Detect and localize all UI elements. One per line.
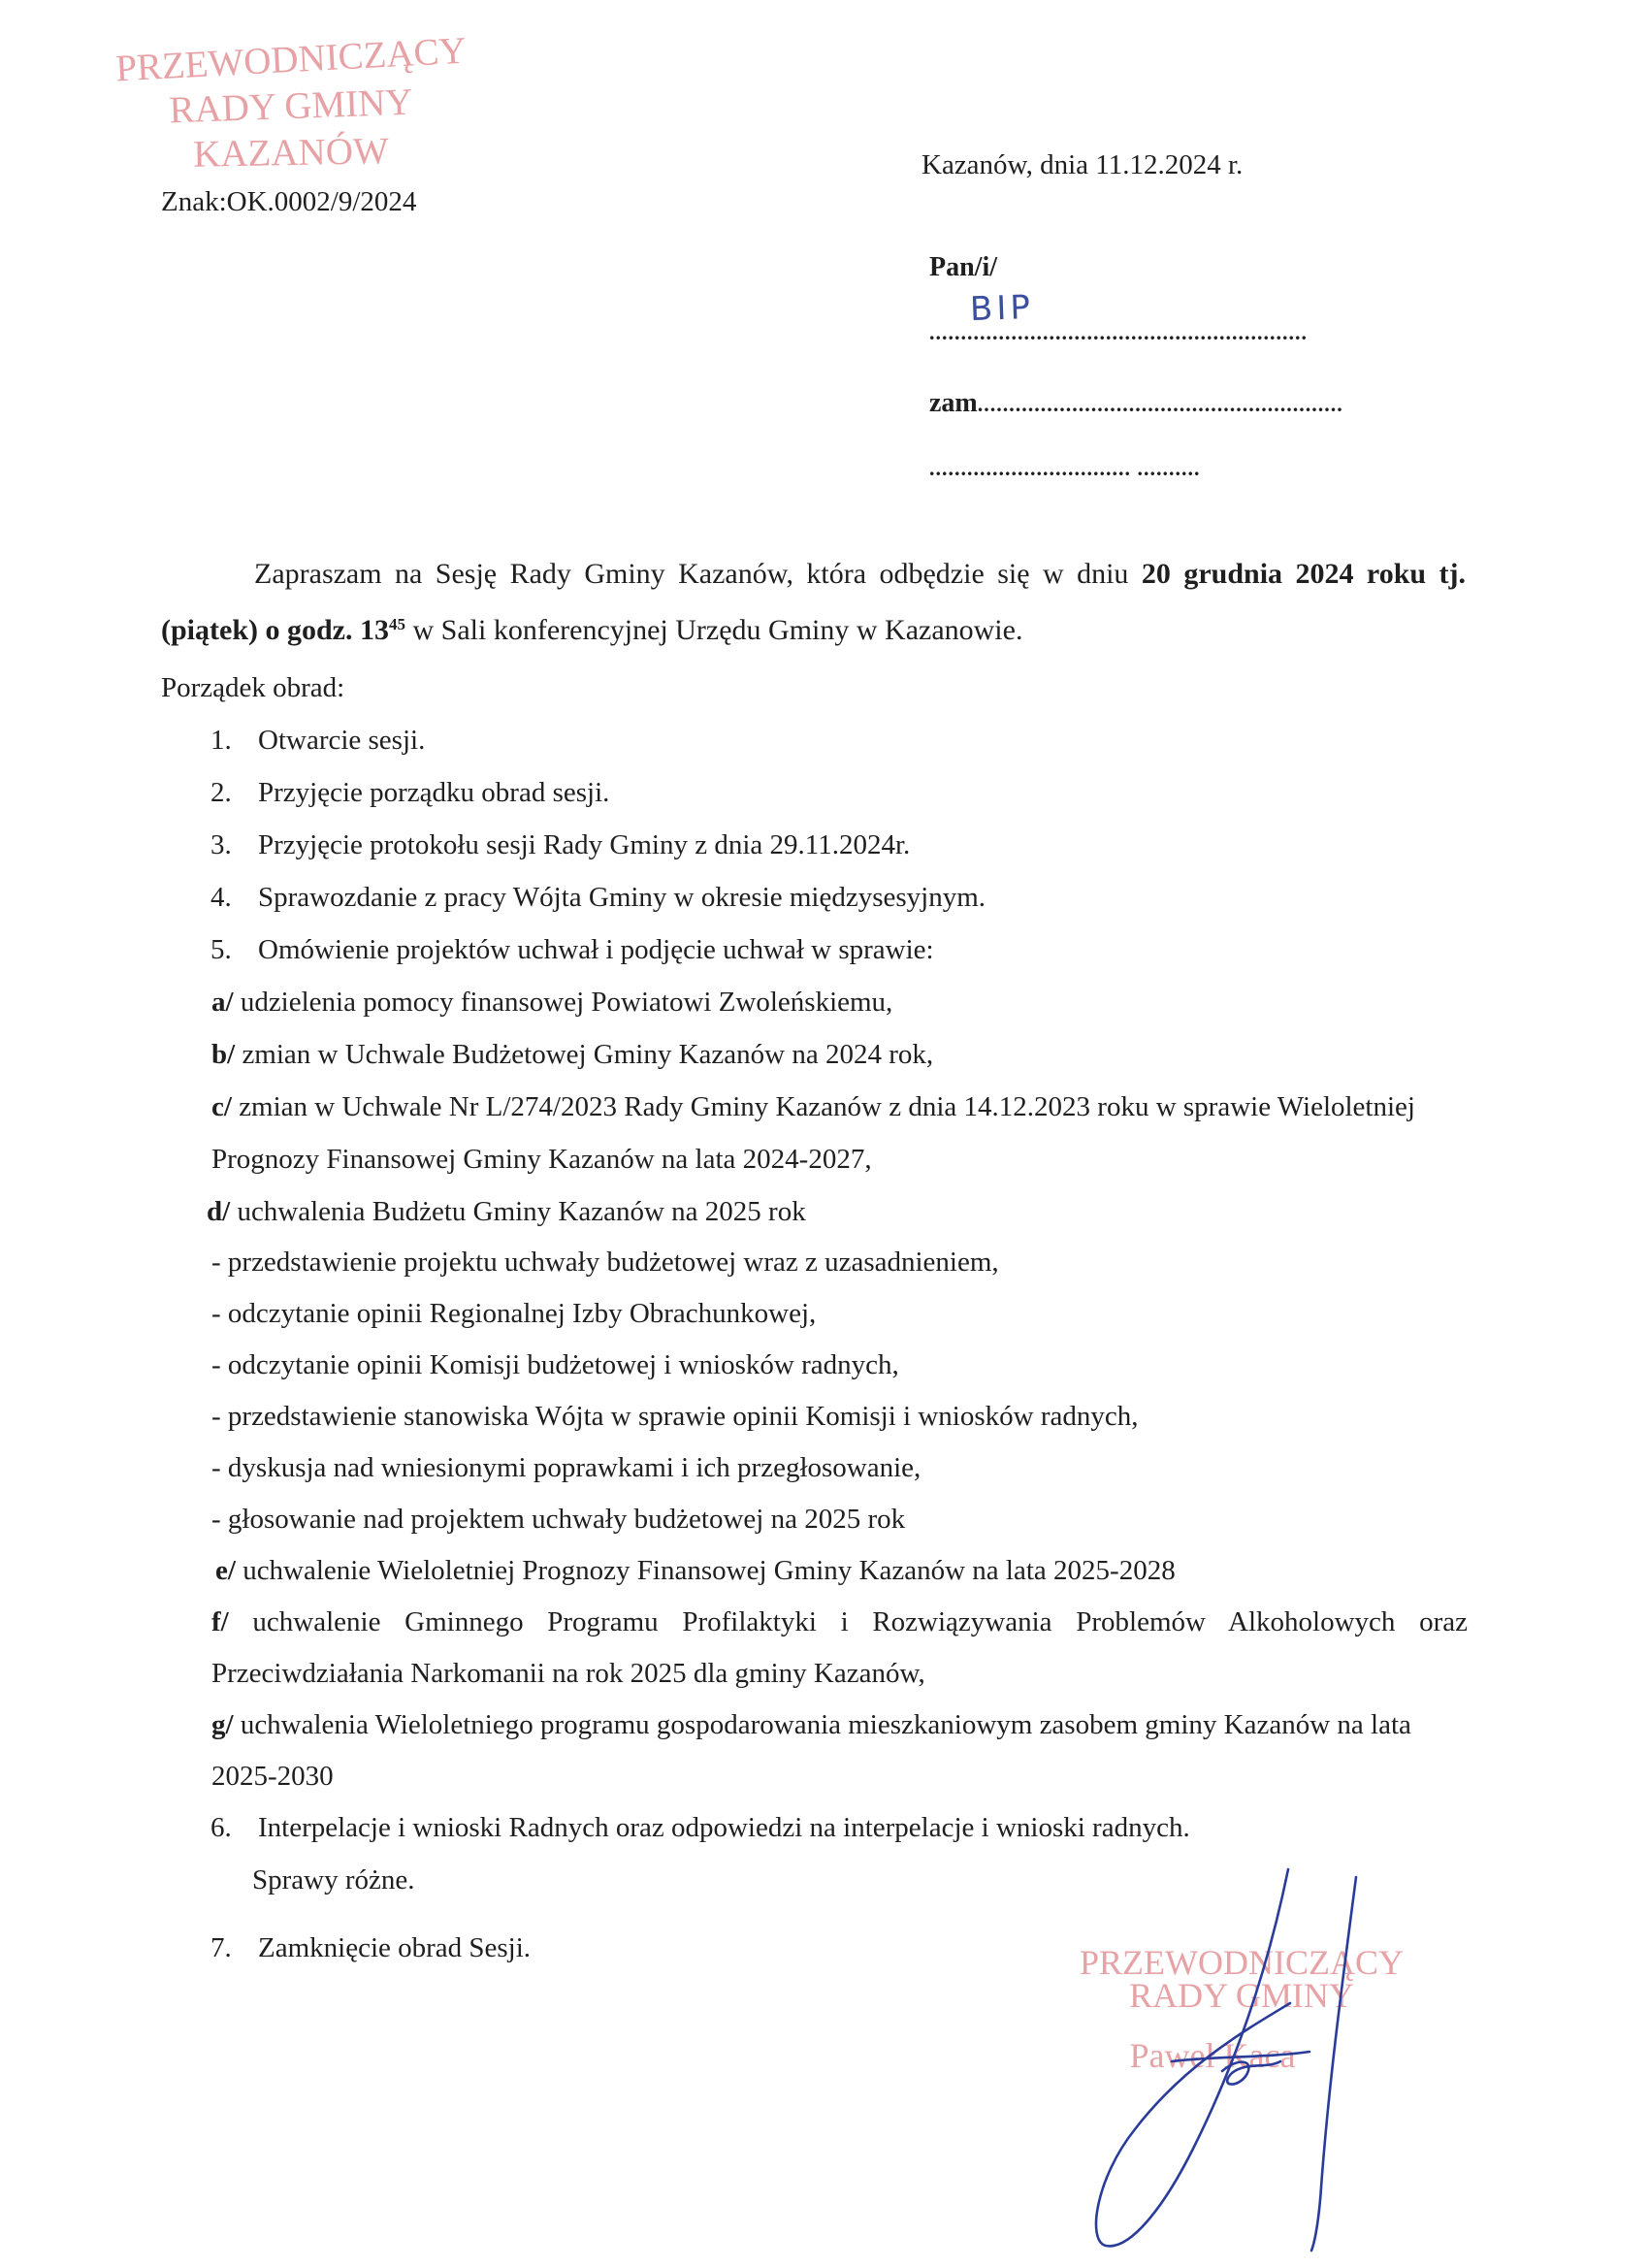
subitem-letter: f/ [211, 1606, 229, 1637]
stamp-line-2: RADY GMINY [1129, 1976, 1354, 2015]
subitem-letter: c/ [211, 1091, 232, 1122]
subitem-letter: d/ [207, 1196, 231, 1227]
item-text: Interpelacje i wnioski Radnych oraz odpowiedzi na interpelacje i wnioski radnych. [258, 1812, 1190, 1843]
item-number: 6. [210, 1812, 232, 1843]
item-text: Przyjęcie porządku obrad sesji. [258, 777, 610, 808]
agenda-title: Porządek obrad: [161, 672, 345, 703]
budget-step-text: - dyskusja nad wniesionymi poprawkami i ich przegłosowanie, [211, 1452, 922, 1483]
stamp-line-2: RADY GMINY [168, 81, 414, 132]
subitem-letter: a/ [211, 987, 234, 1018]
handwritten-bip: BIP [969, 287, 1035, 330]
subitem-text: 2025-2030 [211, 1761, 334, 1792]
subitem-letter: g/ [211, 1709, 234, 1740]
item-number: 1. [210, 725, 232, 756]
zam-label: zam [929, 388, 978, 418]
subitem-text: Przeciwdziałania Narkomanii na rok 2025 dla gminy Kazanów, [211, 1658, 925, 1689]
letter-date: Kazanów, dnia 11.12.2024 r. [922, 149, 1244, 180]
budget-step-text: - głosowanie nad projektem uchwały budżetowej na 2025 rok [211, 1504, 906, 1535]
item-number: 2. [210, 777, 232, 808]
subitem-letter: b/ [211, 1039, 236, 1070]
subitem-text: uchwalenia Wieloletniego programu gospodarowania mieszkaniowym zasobem gminy Kazanów na lata [233, 1709, 1411, 1740]
budget-step-text: - przedstawienie stanowiska Wójta w sprawie opinii Komisji i wniosków radnych, [211, 1401, 1139, 1432]
reference-number: Znak:OK.0002/9/2024 [161, 186, 417, 217]
item-number: 7. [210, 1932, 232, 1963]
budget-step-text: - odczytanie opinii Komisji budżetowej i wniosków radnych, [211, 1349, 899, 1380]
subitem-text: uchwalenie Gminnego Programu Profilaktyki i Rozwiązywania Problemów Alkoholowych oraz [228, 1606, 1468, 1637]
item-text: Sprawozdanie z pracy Wójta Gminy w okresie międzysesyjnym. [258, 882, 986, 913]
subitem-text: zmian w Uchwale Nr L/274/2023 Rady Gminy Kazanów z dnia 14.12.2023 roku w sprawie Wieloletniej [231, 1091, 1415, 1122]
stamp-line-3: KAZANÓW [192, 130, 390, 176]
item-text: Zamknięcie obrad Sesji. [258, 1932, 532, 1963]
subitem-text: udzielenia pomocy finansowej Powiatowi Zwoleńskiemu, [233, 987, 893, 1018]
item-text: Sprawy różne. [252, 1864, 415, 1895]
subitem-text: uchwalenia Budżetu Gminy Kazanów na 2025 rok [230, 1196, 806, 1227]
subitem-letter: e/ [215, 1555, 236, 1586]
stamp-line-1: PRZEWODNICZĄCY [1080, 1943, 1404, 1982]
item-number: 5. [210, 934, 232, 965]
addressee-line: ............................................................ [929, 320, 1308, 344]
address-line-2: ................................ .......... [929, 456, 1201, 480]
item-text: Omówienie projektów uchwał i podjęcie uchwał w sprawie: [258, 934, 934, 965]
budget-step-text: - odczytanie opinii Regionalnej Izby Obrachunkowej, [211, 1298, 817, 1329]
zam-line: .......................................................... [977, 392, 1343, 416]
subitem-text: uchwalenie Wieloletniej Prognozy Finansowej Gminy Kazanów na lata 2025-2028 [235, 1555, 1176, 1586]
item-number: 4. [210, 882, 232, 913]
stamp-line-1: PRZEWODNICZĄCY [114, 29, 468, 90]
item-text: Otwarcie sesji. [258, 725, 426, 756]
item-number: 3. [210, 829, 232, 860]
item-text: Przyjęcie protokołu sesji Rady Gminy z dnia 29.11.2024r. [258, 829, 911, 860]
session-minutes: 45 [389, 615, 405, 633]
subitem-text: zmian w Uchwale Budżetowej Gminy Kazanów na 2024 rok, [235, 1039, 934, 1070]
session-date-time: 20 grudnia 2024 roku tj. (piątek) o godz. 13 [161, 558, 1467, 646]
budget-step-text: - przedstawienie projektu uchwały budżetowej wraz z uzasadnieniem, [211, 1247, 999, 1278]
handwritten-signature [1048, 1867, 1397, 2255]
stamp-line-3: Paweł Kaca [1129, 2036, 1296, 2075]
council-chair-stamp [107, 29, 475, 177]
address-row [929, 388, 1343, 419]
subitem-text: Prognozy Finansowej Gminy Kazanów na lata 2024-2027, [211, 1144, 872, 1175]
intro-text-2: w Sali konferencyjnej Urzędu Gminy w Kazanowie. [405, 614, 1023, 646]
addressee-label: Pan/i/ [929, 252, 998, 282]
invitation-paragraph [161, 549, 1466, 656]
intro-text-1: Zapraszam na Sesję Rady Gminy Kazanów, która odbędzie się w dniu [254, 558, 1142, 590]
